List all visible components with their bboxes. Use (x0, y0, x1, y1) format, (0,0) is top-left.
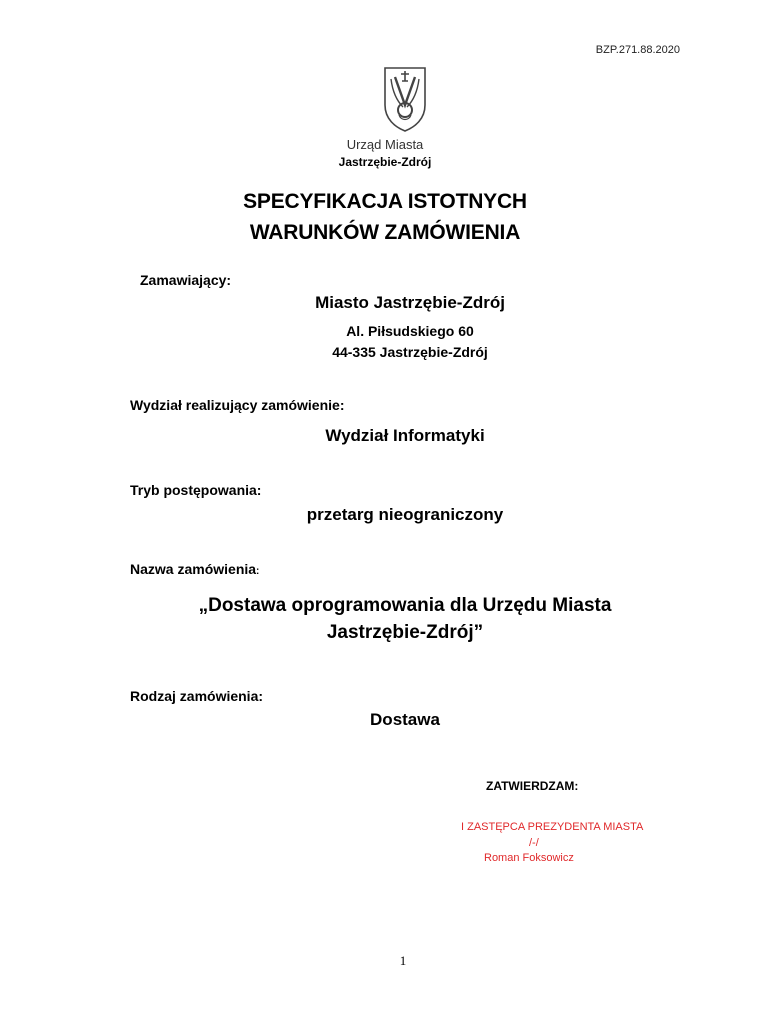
tryb-label: Tryb postępowania: (130, 482, 262, 498)
rodzaj-value: Dostawa (370, 710, 440, 729)
nazwa-value-line2: Jastrzębie-Zdrój” (326, 622, 484, 643)
wydzial-value: Wydział Informatyki (325, 426, 485, 445)
nazwa-label-text: Nazwa zamówienia (130, 561, 257, 577)
reference-number: BZP.271.88.2020 (595, 44, 680, 56)
zamawiajacy-label: Zamawiający: (140, 272, 232, 288)
document-title-line1: SPECYFIKACJA ISTOTNYCH (243, 190, 527, 213)
zamawiajacy-address-city: 44-335 Jastrzębie-Zdrój (332, 344, 488, 360)
zamawiajacy-name: Miasto Jastrzębie-Zdrój (315, 293, 505, 312)
tryb-value: przetarg nieograniczony (306, 505, 504, 524)
org-name-line1: Urząd Miasta (346, 137, 424, 152)
nazwa-value-line1: „Dostawa oprogramowania dla Urzędu Miasta (198, 595, 612, 616)
rodzaj-label: Rodzaj zamówienia: (130, 688, 264, 704)
nazwa-label-colon: : (256, 566, 260, 577)
page-number: 1 (399, 953, 407, 968)
nazwa-label (130, 561, 259, 577)
document-title-line2: WARUNKÓW ZAMÓWIENIA (249, 221, 521, 244)
zamawiajacy-address-street: Al. Piłsudskiego 60 (346, 323, 474, 339)
org-name-line2: Jastrzębie-Zdrój (338, 155, 432, 169)
signatory-name: Roman Foksowicz (484, 852, 574, 864)
city-crest-icon (381, 65, 429, 133)
signature-mark: /-/ (529, 837, 539, 849)
signatory-title: I ZASTĘPCA PREZYDENTA MIASTA (461, 821, 644, 833)
approval-heading: ZATWIERDZAM: (486, 779, 579, 793)
wydzial-label: Wydział realizujący zamówienie: (130, 397, 345, 413)
